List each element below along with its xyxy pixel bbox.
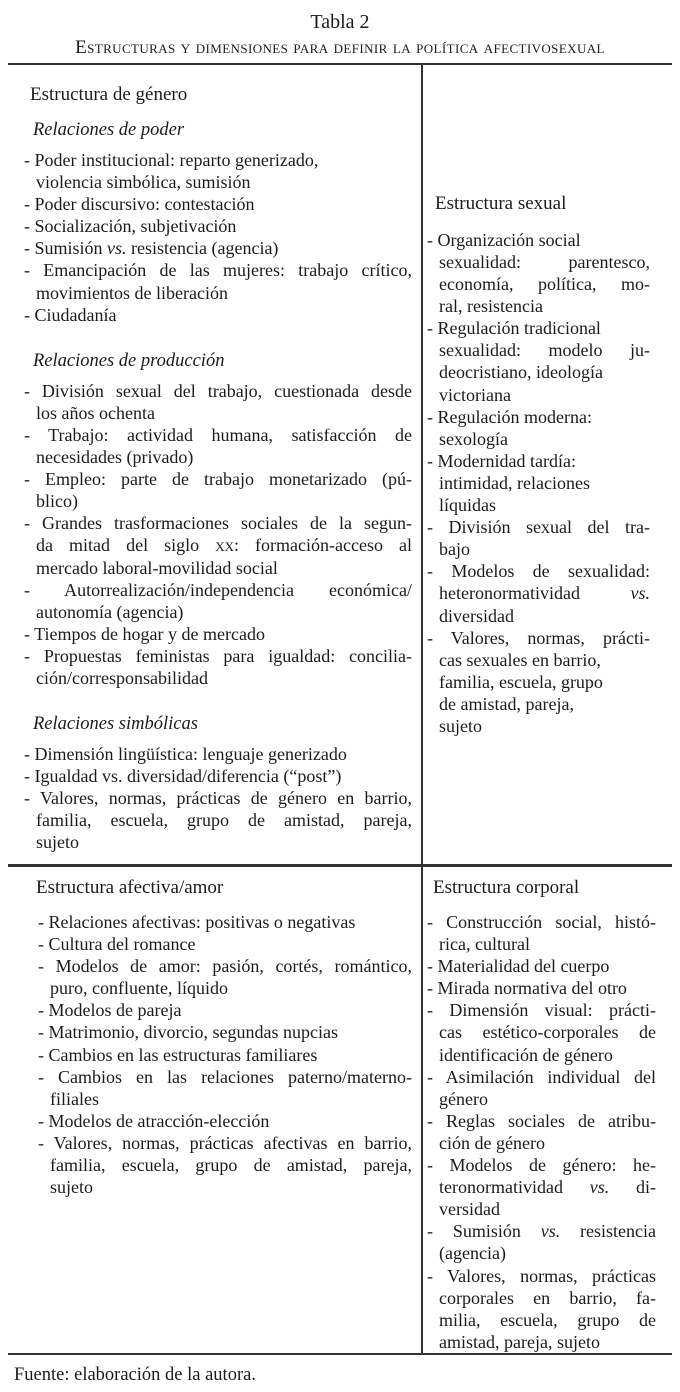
item-line: bajo: [439, 539, 470, 560]
item-line: - Socialización, subjetivación: [24, 216, 237, 237]
list-item: [24, 645, 412, 689]
item-line: - Materialidad del cuerpo: [427, 956, 610, 977]
quadrant-gender-structure: [8, 65, 421, 864]
item-line: puro, confluente, líquido: [50, 978, 228, 999]
list-item: [427, 450, 650, 516]
item-line: - Asimilación individual del: [427, 1066, 656, 1087]
item-line: diversidad: [439, 605, 514, 626]
item-line: rica, cultural: [439, 934, 530, 955]
table-row-top: [8, 65, 672, 867]
item-line: victoriana: [439, 384, 511, 405]
item-line: - Organización social: [427, 229, 581, 250]
list-item: [24, 424, 412, 468]
item-line: ción de género: [439, 1132, 545, 1153]
item-line: los años ochenta: [36, 402, 155, 423]
item-line: - Valores, normas, prácti-: [427, 627, 650, 648]
item-line: - Sumisión vs. resistencia: [427, 1221, 657, 1242]
quadrant-sexual-structure: [421, 65, 672, 864]
item-line: - Cambios en las relaciones paterno/materno-: [38, 1066, 412, 1087]
quadrant-body: [427, 229, 650, 737]
item-line: - División sexual del tra-: [427, 517, 650, 538]
item-line: heteronormatividad vs.: [439, 583, 650, 604]
item-line: deocristiano, ideología: [439, 362, 603, 383]
section: [427, 229, 650, 737]
item-line: - Valores, normas, prácticas de género en barrio,: [24, 788, 412, 809]
quadrant-title: Estructura de género: [30, 84, 188, 105]
list-item: [427, 977, 656, 999]
list-item: [36, 1066, 412, 1110]
quadrant-corporal-structure: [421, 867, 672, 1353]
item-line: - Valores, normas, prácticas afectivas en barrio,: [38, 1132, 412, 1153]
list-item: [427, 560, 650, 626]
source-note: Fuente: elaboración de la autora.: [14, 1364, 256, 1385]
list-item: [36, 911, 412, 933]
item-line: (agencia): [439, 1243, 506, 1264]
list-item: [36, 1110, 412, 1132]
list-item: [24, 512, 412, 578]
item-line: mercado laboral-movilidad social: [36, 557, 278, 578]
item-line: - Cambios en las estructuras familiares: [38, 1044, 318, 1065]
list-item: [24, 743, 412, 765]
list-item: [36, 1021, 412, 1043]
item-line: - Grandes trasformaciones sociales de la segun-: [24, 513, 412, 534]
list-item: [36, 999, 412, 1021]
quadrant-title: Estructura afectiva/amor: [36, 877, 224, 898]
item-line: teronormatividad vs. di-: [439, 1177, 656, 1198]
list-item: [24, 380, 412, 424]
item-line: - Valores, normas, prácticas: [427, 1265, 656, 1286]
section: [24, 713, 412, 853]
item-line: cas estético-corporales de: [439, 1022, 656, 1043]
item-line: da mitad del siglo xx: formación-acceso al: [36, 535, 412, 556]
list-item: [36, 933, 412, 955]
table-title: Estructuras y dimensiones para definir la política afectivosexual: [75, 37, 605, 58]
structures-table: [8, 63, 672, 1355]
item-line: familia, escuela, grupo: [439, 671, 603, 692]
list-item: [427, 627, 650, 737]
item-line: - Dimensión lingüística: lenguaje generizado: [24, 744, 347, 765]
item-line: sujeto: [439, 715, 482, 736]
list-item: [427, 1066, 656, 1110]
list-item: [36, 1044, 412, 1066]
item-line: - Autorrealización/independencia económica/: [24, 579, 412, 600]
section: [36, 911, 412, 1198]
item-line: intimidad, relaciones: [439, 472, 590, 493]
list-item: [427, 229, 650, 317]
item-line: violencia simbólica, sumisión: [36, 172, 251, 193]
list-item: [427, 911, 656, 955]
item-line: - Cultura del romance: [38, 934, 196, 955]
list-item: [36, 955, 412, 999]
table-caption: [0, 0, 680, 60]
quadrant-body: [427, 911, 656, 1353]
table-label: Tabla 2: [310, 11, 370, 33]
item-line: sexualidad: modelo ju-: [439, 340, 650, 361]
item-line: - Modelos de amor: pasión, cortés, romántico,: [38, 956, 412, 977]
item-line: - Relaciones afectivas: positivas o negativas: [38, 912, 356, 932]
item-line: versidad: [439, 1199, 500, 1220]
item-line: - Modelos de pareja: [38, 1000, 182, 1021]
quadrant-title: Estructura corporal: [433, 877, 580, 898]
item-line: identificación de género: [439, 1044, 613, 1065]
quadrant-body: [24, 119, 412, 854]
list-item: [427, 1110, 656, 1154]
item-line: - Reglas sociales de atribu-: [427, 1110, 656, 1131]
item-line: amistad, pareja, sujeto: [439, 1331, 600, 1352]
item-line: sujeto: [50, 1177, 93, 1198]
table-row-bottom: [8, 867, 672, 1353]
item-line: sexualidad: parentesco,: [439, 252, 650, 273]
section: [24, 350, 412, 689]
item-line: - Emancipación de las mujeres: trabajo crítico,: [24, 260, 412, 281]
section-subhead: Relaciones simbólicas: [33, 714, 198, 735]
list-item: [427, 1220, 656, 1264]
item-line: líquidas: [439, 495, 496, 516]
item-line: autonomía (agencia): [36, 601, 184, 622]
item-line: - Propuestas feministas para igualdad: concilia-: [24, 645, 412, 666]
list-item: [24, 765, 412, 787]
item-line: - Modelos de género: he-: [427, 1155, 656, 1176]
item-line: - Empleo: parte de trabajo monetarizado (pú-: [24, 469, 412, 490]
item-line: blico): [36, 491, 78, 512]
list-item: [24, 149, 412, 193]
list-item: [24, 623, 412, 645]
item-line: - Regulación tradicional: [427, 318, 601, 339]
list-item: [24, 259, 412, 303]
section-subhead: Relaciones de producción: [33, 350, 225, 371]
list-item: [24, 468, 412, 512]
item-line: cas sexuales en barrio,: [439, 649, 601, 670]
item-line: familia, escuela, grupo de amistad, pareja,: [50, 1155, 412, 1176]
item-line: de amistad, pareja,: [439, 693, 574, 714]
quadrant-title: Estructura sexual: [435, 192, 567, 214]
list-item: [36, 1132, 412, 1198]
section: [24, 119, 412, 326]
item-line: - Tiempos de hogar y de mercado: [24, 623, 265, 644]
item-line: filiales: [50, 1088, 99, 1109]
item-line: género: [439, 1088, 488, 1109]
item-line: - Modernidad tardía:: [427, 450, 576, 471]
item-line: economía, política, mo-: [439, 274, 650, 295]
item-line: - Mirada normativa del otro: [427, 978, 627, 999]
list-item: [427, 955, 656, 977]
item-line: ción/corresponsabilidad: [36, 667, 208, 688]
list-item: [427, 999, 656, 1065]
item-line: - Ciudadanía: [24, 304, 117, 325]
item-line: familia, escuela, grupo de amistad, pareja,: [36, 810, 412, 831]
item-line: - Sumisión vs. resistencia (agencia): [24, 238, 279, 259]
quadrant-body: [36, 911, 412, 1198]
item-line: necesidades (privado): [36, 447, 194, 468]
quadrant-affective-structure: [8, 867, 421, 1353]
section: [427, 911, 656, 1353]
item-line: milia, escuela, grupo de: [439, 1309, 656, 1330]
item-line: - Dimensión visual: prácti-: [427, 1000, 656, 1021]
list-item: [427, 516, 650, 560]
item-line: corporales en barrio, fa-: [439, 1287, 656, 1308]
item-line: - Construcción social, histó-: [427, 912, 656, 932]
item-line: - Poder institucional: reparto generizado,: [24, 150, 319, 170]
list-item: [24, 787, 412, 853]
item-line: - División sexual del trabajo, cuestionada desde: [24, 380, 412, 401]
item-line: sexología: [439, 428, 508, 449]
list-item: [427, 1265, 656, 1353]
list-item: [24, 237, 412, 259]
list-item: [427, 1154, 656, 1220]
list-item: [24, 579, 412, 623]
item-line: movimientos de liberación: [36, 282, 228, 303]
item-line: - Poder discursivo: contestación: [24, 194, 255, 215]
item-line: ral, resistencia: [439, 296, 543, 317]
list-item: [427, 406, 650, 450]
list-item: [24, 215, 412, 237]
list-item: [427, 317, 650, 405]
item-line: - Modelos de sexualidad:: [427, 561, 650, 582]
item-line: - Modelos de atracción-elección: [38, 1110, 270, 1131]
item-line: sujeto: [36, 832, 79, 853]
section-subhead: Relaciones de poder: [33, 120, 185, 140]
list-item: [24, 193, 412, 215]
list-item: [24, 304, 412, 326]
item-line: - Trabajo: actividad humana, satisfacción de: [24, 424, 412, 445]
item-line: - Igualdad vs. diversidad/diferencia (“post”): [24, 766, 342, 787]
item-line: - Matrimonio, divorcio, segundas nupcias: [38, 1022, 338, 1043]
item-line: - Regulación moderna:: [427, 406, 592, 427]
